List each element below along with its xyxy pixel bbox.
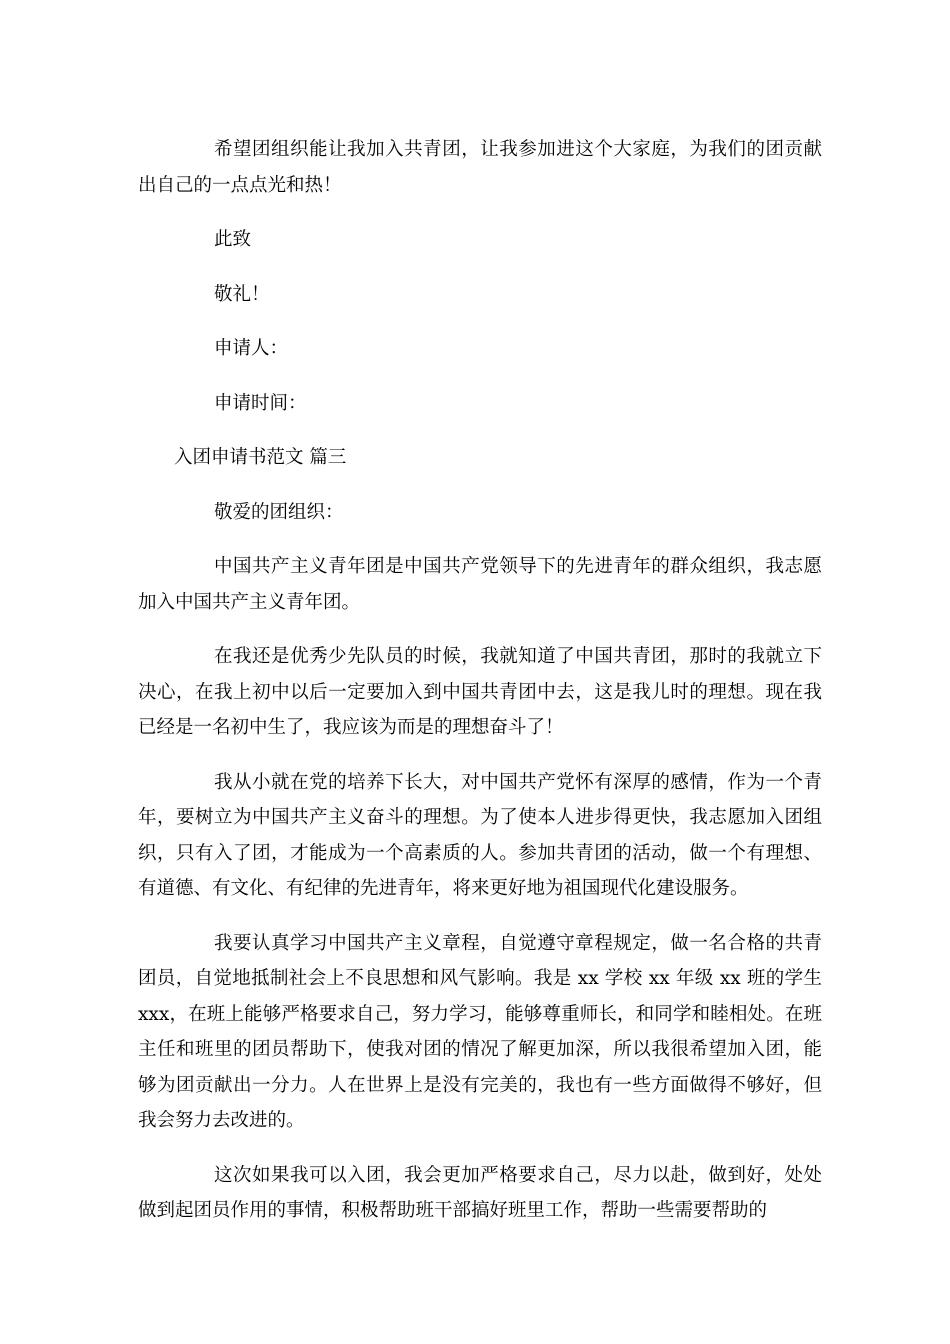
applicant-label: 申请人： — [214, 338, 289, 359]
paragraph-growth: 我从小就在党的培养下长大，对中国共产党怀有深厚的感情，作为一个青年，要树立为中国共产主义奋斗的理想。为了使本人进步得更快，我志愿加入团组织，只有入了团，才能成为一个高素质的人。参加共青团的活动，做一个有理想、有道德、有文化、有纪律的先进青年，将来更好地为祖国现代化建设服务。 — [138, 771, 822, 899]
paragraph-closing-wish: 希望团组织能让我加入共青团，让我参加进这个大家庭，为我们的团贡献出自己的一点点光和热！ — [138, 139, 822, 196]
greeting: 敬爱的团组织： — [214, 501, 344, 523]
paragraph-commitment: 我要认真学习中国共产主义章程，自觉遵守章程规定，做一名合格的共青团员，自觉地抵制社会上不良思想和风气影响。我是 xx 学校 xx 年级 xx 班的学生 xxx，在班上能够严格要求自己，努力学习，能够尊重师长，和同学和睦相处。在班主任和班里的团员帮助下，使我对团的情况了解更加深，所以我很希望加入团，能够为团贡献出一分力。人在世界上是没有完美的，我也有一些方面做得不够好，但我会努力去改进的。 — [138, 932, 822, 1131]
application-date-label: 申请时间： — [214, 392, 307, 414]
paragraph-intro: 中国共产主义青年团是中国共产党领导下的先进青年的群众组织，我志愿加入中国共产主义青年团。 — [138, 556, 822, 613]
salutation-cizhi: 此致 — [214, 229, 252, 250]
paragraph-pledge: 这次如果我可以入团，我会更加严格要求自己，尽力以赴，做到好，处处做到起团员作用的事情，积极帮助班干部搞好班里工作，帮助一些需要帮助的 — [138, 1164, 822, 1221]
paragraph-childhood-ideal: 在我还是优秀少先队员的时候，我就知道了中国共青团，那时的我就立下决心，在我上初中以后一定要加入到中国共青团中去，这是我儿时的理想。现在我已经是一名初中生了，我应该为而是的理想奋斗了！ — [138, 646, 822, 738]
section-heading: 入团申请书范文 篇三 — [174, 447, 347, 468]
salutation-jingli: 敬礼！ — [214, 283, 270, 305]
document-body — [138, 132, 822, 1248]
